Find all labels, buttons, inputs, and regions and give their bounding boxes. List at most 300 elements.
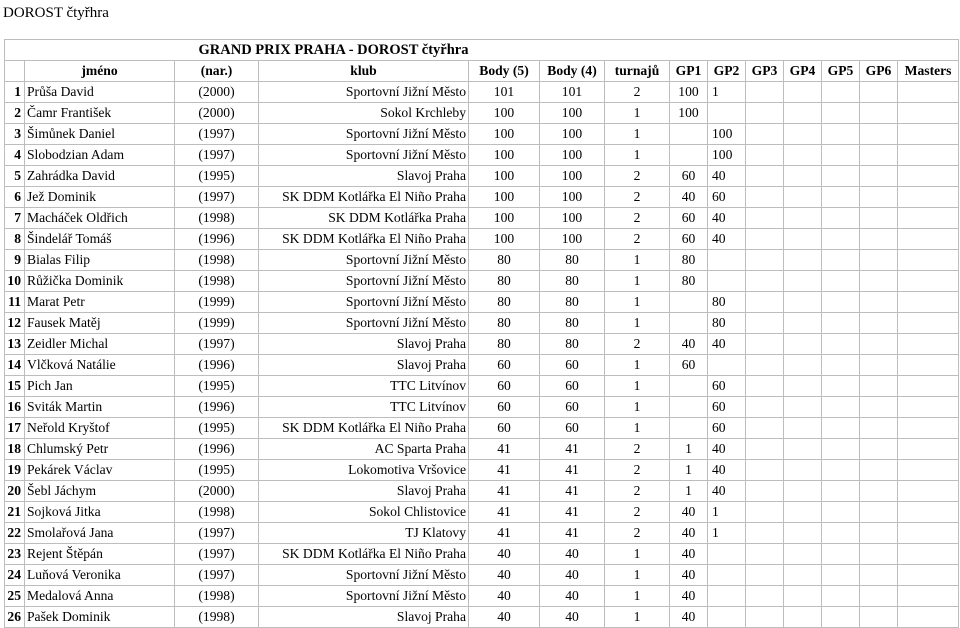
- gp6-cell: [860, 502, 898, 523]
- gp6-cell: [860, 208, 898, 229]
- club-cell: AC Sparta Praha: [259, 439, 469, 460]
- gp3-cell: [746, 376, 784, 397]
- gp5-cell: [822, 523, 860, 544]
- column-header: GP2: [708, 61, 746, 82]
- tournaments-cell: 2: [605, 229, 670, 250]
- club-cell: SK DDM Kotlářka El Niño Praha: [259, 187, 469, 208]
- points-5-cell: 80: [469, 271, 540, 292]
- rank-cell: 18: [5, 439, 25, 460]
- table-title-row: [5, 40, 959, 61]
- points-5-cell: 41: [469, 523, 540, 544]
- gp4-cell: [784, 124, 822, 145]
- gp4-cell: [784, 586, 822, 607]
- club-cell: Sportovní Jižní Město: [259, 250, 469, 271]
- masters-cell: [898, 208, 959, 229]
- name-cell: Rejent Štěpán: [25, 544, 175, 565]
- gp5-cell: [822, 145, 860, 166]
- column-header: GP4: [784, 61, 822, 82]
- gp1-cell: 80: [670, 271, 708, 292]
- gp3-cell: [746, 460, 784, 481]
- name-cell: Šebl Jáchym: [25, 481, 175, 502]
- rank-cell: 4: [5, 145, 25, 166]
- tournaments-cell: 1: [605, 355, 670, 376]
- birth-year-cell: (1996): [175, 229, 259, 250]
- tournaments-cell: 1: [605, 103, 670, 124]
- gp3-cell: [746, 229, 784, 250]
- name-cell: Pašek Dominik: [25, 607, 175, 628]
- points-5-cell: 40: [469, 586, 540, 607]
- club-cell: Sportovní Jižní Město: [259, 124, 469, 145]
- gp4-cell: [784, 292, 822, 313]
- masters-cell: [898, 166, 959, 187]
- gp3-cell: [746, 292, 784, 313]
- club-cell: TJ Klatovy: [259, 523, 469, 544]
- gp5-cell: [822, 334, 860, 355]
- gp4-cell: [784, 250, 822, 271]
- name-cell: Průša David: [25, 82, 175, 103]
- gp1-cell: 100: [670, 82, 708, 103]
- club-cell: SK DDM Kotlářka El Niño Praha: [259, 544, 469, 565]
- gp6-cell: [860, 544, 898, 565]
- name-cell: Marat Petr: [25, 292, 175, 313]
- points-5-cell: 80: [469, 250, 540, 271]
- gp3-cell: [746, 187, 784, 208]
- gp5-cell: [822, 565, 860, 586]
- gp5-cell: [822, 292, 860, 313]
- gp5-cell: [822, 586, 860, 607]
- masters-cell: [898, 313, 959, 334]
- club-cell: TTC Litvínov: [259, 397, 469, 418]
- gp3-cell: [746, 418, 784, 439]
- gp2-cell: 40: [708, 229, 746, 250]
- gp6-cell: [860, 565, 898, 586]
- points-4-cell: 40: [540, 544, 605, 565]
- rank-cell: 7: [5, 208, 25, 229]
- points-5-cell: 40: [469, 565, 540, 586]
- gp2-cell: 60: [708, 376, 746, 397]
- gp2-cell: 60: [708, 187, 746, 208]
- gp6-cell: [860, 103, 898, 124]
- points-4-cell: 60: [540, 397, 605, 418]
- tournaments-cell: 1: [605, 292, 670, 313]
- gp2-cell: 40: [708, 460, 746, 481]
- gp4-cell: [784, 460, 822, 481]
- name-cell: Vlčková Natálie: [25, 355, 175, 376]
- gp3-cell: [746, 586, 784, 607]
- gp5-cell: [822, 250, 860, 271]
- club-cell: Sokol Krchleby: [259, 103, 469, 124]
- points-4-cell: 60: [540, 376, 605, 397]
- birth-year-cell: (2000): [175, 82, 259, 103]
- column-header: GP5: [822, 61, 860, 82]
- birth-year-cell: (1999): [175, 292, 259, 313]
- birth-year-cell: (1995): [175, 460, 259, 481]
- gp5-cell: [822, 187, 860, 208]
- points-4-cell: 80: [540, 271, 605, 292]
- rank-cell: 21: [5, 502, 25, 523]
- gp1-cell: [670, 418, 708, 439]
- points-4-cell: 100: [540, 124, 605, 145]
- gp5-cell: [822, 460, 860, 481]
- table-row: [5, 334, 959, 355]
- rank-cell: 25: [5, 586, 25, 607]
- tournaments-cell: 2: [605, 166, 670, 187]
- gp5-cell: [822, 103, 860, 124]
- club-cell: Lokomotiva Vršovice: [259, 460, 469, 481]
- table-row: [5, 565, 959, 586]
- gp5-cell: [822, 376, 860, 397]
- gp5-cell: [822, 397, 860, 418]
- gp6-cell: [860, 271, 898, 292]
- table-row: [5, 481, 959, 502]
- rank-cell: 6: [5, 187, 25, 208]
- birth-year-cell: (1997): [175, 187, 259, 208]
- tournaments-cell: 1: [605, 124, 670, 145]
- birth-year-cell: (1998): [175, 502, 259, 523]
- masters-cell: [898, 502, 959, 523]
- gp3-cell: [746, 166, 784, 187]
- tournaments-cell: 2: [605, 439, 670, 460]
- masters-cell: [898, 544, 959, 565]
- masters-cell: [898, 418, 959, 439]
- gp2-cell: 60: [708, 397, 746, 418]
- points-5-cell: 80: [469, 313, 540, 334]
- gp1-cell: 60: [670, 355, 708, 376]
- masters-cell: [898, 82, 959, 103]
- points-4-cell: 40: [540, 586, 605, 607]
- masters-cell: [898, 355, 959, 376]
- points-4-cell: 40: [540, 607, 605, 628]
- gp4-cell: [784, 481, 822, 502]
- club-cell: Slavoj Praha: [259, 334, 469, 355]
- table-row: [5, 145, 959, 166]
- points-4-cell: 100: [540, 166, 605, 187]
- points-4-cell: 80: [540, 334, 605, 355]
- table-row: [5, 187, 959, 208]
- birth-year-cell: (1995): [175, 376, 259, 397]
- masters-cell: [898, 439, 959, 460]
- rank-cell: 1: [5, 82, 25, 103]
- club-cell: Slavoj Praha: [259, 355, 469, 376]
- gp6-cell: [860, 481, 898, 502]
- gp6-cell: [860, 586, 898, 607]
- gp4-cell: [784, 103, 822, 124]
- gp5-cell: [822, 166, 860, 187]
- gp5-cell: [822, 607, 860, 628]
- points-5-cell: 41: [469, 481, 540, 502]
- birth-year-cell: (1997): [175, 544, 259, 565]
- gp2-cell: [708, 544, 746, 565]
- gp1-cell: [670, 376, 708, 397]
- gp4-cell: [784, 187, 822, 208]
- gp6-cell: [860, 82, 898, 103]
- gp1-cell: 40: [670, 502, 708, 523]
- masters-cell: [898, 586, 959, 607]
- column-header: GP6: [860, 61, 898, 82]
- gp3-cell: [746, 124, 784, 145]
- club-cell: Sportovní Jižní Město: [259, 586, 469, 607]
- masters-cell: [898, 565, 959, 586]
- gp5-cell: [822, 82, 860, 103]
- table-row: [5, 460, 959, 481]
- gp6-cell: [860, 376, 898, 397]
- gp2-cell: 1: [708, 82, 746, 103]
- birth-year-cell: (1995): [175, 166, 259, 187]
- points-5-cell: 100: [469, 103, 540, 124]
- masters-cell: [898, 481, 959, 502]
- points-5-cell: 40: [469, 607, 540, 628]
- gp3-cell: [746, 208, 784, 229]
- gp2-cell: [708, 250, 746, 271]
- gp3-cell: [746, 355, 784, 376]
- table-title: GRAND PRIX PRAHA - DOROST čtyřhra: [5, 40, 469, 61]
- gp3-cell: [746, 271, 784, 292]
- gp1-cell: [670, 292, 708, 313]
- column-header: [5, 61, 25, 82]
- tournaments-cell: 1: [605, 271, 670, 292]
- gp2-cell: 60: [708, 418, 746, 439]
- birth-year-cell: (1998): [175, 250, 259, 271]
- gp4-cell: [784, 376, 822, 397]
- gp1-cell: [670, 145, 708, 166]
- gp1-cell: 1: [670, 439, 708, 460]
- gp2-cell: 40: [708, 166, 746, 187]
- points-5-cell: 100: [469, 208, 540, 229]
- table-row: [5, 313, 959, 334]
- gp2-cell: 40: [708, 334, 746, 355]
- masters-cell: [898, 124, 959, 145]
- club-cell: Sportovní Jižní Město: [259, 313, 469, 334]
- column-header: Masters: [898, 61, 959, 82]
- table-row: [5, 271, 959, 292]
- name-cell: Sojková Jitka: [25, 502, 175, 523]
- tournaments-cell: 1: [605, 544, 670, 565]
- table-row: [5, 124, 959, 145]
- gp4-cell: [784, 607, 822, 628]
- points-4-cell: 41: [540, 481, 605, 502]
- club-cell: Sokol Chlistovice: [259, 502, 469, 523]
- masters-cell: [898, 271, 959, 292]
- gp6-cell: [860, 292, 898, 313]
- gp5-cell: [822, 544, 860, 565]
- column-header: klub: [259, 61, 469, 82]
- tournaments-cell: 1: [605, 397, 670, 418]
- points-4-cell: 41: [540, 460, 605, 481]
- birth-year-cell: (1997): [175, 565, 259, 586]
- tournaments-cell: 1: [605, 376, 670, 397]
- birth-year-cell: (1996): [175, 355, 259, 376]
- gp6-cell: [860, 313, 898, 334]
- masters-cell: [898, 250, 959, 271]
- results-table: [4, 39, 959, 628]
- gp6-cell: [860, 418, 898, 439]
- gp1-cell: 40: [670, 607, 708, 628]
- points-4-cell: 60: [540, 418, 605, 439]
- club-cell: Sportovní Jižní Město: [259, 82, 469, 103]
- gp4-cell: [784, 418, 822, 439]
- gp2-cell: [708, 607, 746, 628]
- masters-cell: [898, 523, 959, 544]
- gp4-cell: [784, 229, 822, 250]
- rank-cell: 17: [5, 418, 25, 439]
- points-5-cell: 40: [469, 544, 540, 565]
- rank-cell: 11: [5, 292, 25, 313]
- tournaments-cell: 1: [605, 418, 670, 439]
- header-row: [5, 61, 959, 82]
- table-row: [5, 523, 959, 544]
- masters-cell: [898, 460, 959, 481]
- birth-year-cell: (1996): [175, 397, 259, 418]
- gp5-cell: [822, 439, 860, 460]
- name-cell: Šimůnek Daniel: [25, 124, 175, 145]
- birth-year-cell: (1995): [175, 418, 259, 439]
- name-cell: Slobodzian Adam: [25, 145, 175, 166]
- rank-cell: 26: [5, 607, 25, 628]
- rank-cell: 14: [5, 355, 25, 376]
- club-cell: SK DDM Kotlářka El Niño Praha: [259, 418, 469, 439]
- tournaments-cell: 2: [605, 208, 670, 229]
- gp1-cell: 60: [670, 166, 708, 187]
- points-5-cell: 100: [469, 145, 540, 166]
- column-header: GP1: [670, 61, 708, 82]
- points-4-cell: 41: [540, 523, 605, 544]
- gp3-cell: [746, 313, 784, 334]
- table-row: [5, 103, 959, 124]
- club-cell: Slavoj Praha: [259, 166, 469, 187]
- gp4-cell: [784, 166, 822, 187]
- gp5-cell: [822, 418, 860, 439]
- masters-cell: [898, 607, 959, 628]
- column-header: jméno: [25, 61, 175, 82]
- table-row: [5, 229, 959, 250]
- birth-year-cell: (1996): [175, 439, 259, 460]
- points-5-cell: 80: [469, 334, 540, 355]
- masters-cell: [898, 397, 959, 418]
- table-row: [5, 166, 959, 187]
- gp5-cell: [822, 208, 860, 229]
- name-cell: Zeidler Michal: [25, 334, 175, 355]
- gp6-cell: [860, 250, 898, 271]
- points-5-cell: 80: [469, 292, 540, 313]
- name-cell: Luňová Veronika: [25, 565, 175, 586]
- points-5-cell: 41: [469, 460, 540, 481]
- gp1-cell: 1: [670, 481, 708, 502]
- tournaments-cell: 2: [605, 523, 670, 544]
- gp4-cell: [784, 544, 822, 565]
- rank-cell: 10: [5, 271, 25, 292]
- points-5-cell: 60: [469, 397, 540, 418]
- table-row: [5, 586, 959, 607]
- gp3-cell: [746, 145, 784, 166]
- points-5-cell: 100: [469, 124, 540, 145]
- gp2-cell: 40: [708, 481, 746, 502]
- gp3-cell: [746, 481, 784, 502]
- rank-cell: 15: [5, 376, 25, 397]
- rank-cell: 19: [5, 460, 25, 481]
- column-header: (nar.): [175, 61, 259, 82]
- table-row: [5, 397, 959, 418]
- name-cell: Neřold Kryštof: [25, 418, 175, 439]
- points-4-cell: 101: [540, 82, 605, 103]
- name-cell: Šindelář Tomáš: [25, 229, 175, 250]
- points-4-cell: 100: [540, 208, 605, 229]
- gp3-cell: [746, 250, 784, 271]
- points-4-cell: 41: [540, 502, 605, 523]
- gp6-cell: [860, 439, 898, 460]
- gp3-cell: [746, 565, 784, 586]
- club-cell: Slavoj Praha: [259, 607, 469, 628]
- tournaments-cell: 2: [605, 187, 670, 208]
- gp3-cell: [746, 523, 784, 544]
- gp1-cell: 40: [670, 187, 708, 208]
- masters-cell: [898, 229, 959, 250]
- gp6-cell: [860, 187, 898, 208]
- table-row: [5, 376, 959, 397]
- points-4-cell: 80: [540, 250, 605, 271]
- birth-year-cell: (1998): [175, 271, 259, 292]
- club-cell: Sportovní Jižní Město: [259, 565, 469, 586]
- gp2-cell: 100: [708, 124, 746, 145]
- rank-cell: 16: [5, 397, 25, 418]
- points-5-cell: 100: [469, 229, 540, 250]
- birth-year-cell: (1997): [175, 145, 259, 166]
- gp4-cell: [784, 208, 822, 229]
- club-cell: SK DDM Kotlářka Praha: [259, 208, 469, 229]
- gp3-cell: [746, 82, 784, 103]
- gp4-cell: [784, 523, 822, 544]
- gp6-cell: [860, 166, 898, 187]
- gp5-cell: [822, 355, 860, 376]
- gp3-cell: [746, 502, 784, 523]
- gp1-cell: 40: [670, 565, 708, 586]
- points-5-cell: 60: [469, 418, 540, 439]
- gp4-cell: [784, 502, 822, 523]
- gp1-cell: 100: [670, 103, 708, 124]
- rank-cell: 3: [5, 124, 25, 145]
- gp3-cell: [746, 439, 784, 460]
- masters-cell: [898, 103, 959, 124]
- gp6-cell: [860, 229, 898, 250]
- name-cell: Fausek Matěj: [25, 313, 175, 334]
- rank-cell: 22: [5, 523, 25, 544]
- gp6-cell: [860, 607, 898, 628]
- name-cell: Jež Dominik: [25, 187, 175, 208]
- gp6-cell: [860, 397, 898, 418]
- points-5-cell: 100: [469, 187, 540, 208]
- gp2-cell: [708, 355, 746, 376]
- gp6-cell: [860, 124, 898, 145]
- table-row: [5, 544, 959, 565]
- rank-cell: 24: [5, 565, 25, 586]
- gp4-cell: [784, 565, 822, 586]
- table-row: [5, 355, 959, 376]
- gp6-cell: [860, 334, 898, 355]
- gp3-cell: [746, 103, 784, 124]
- gp5-cell: [822, 271, 860, 292]
- points-4-cell: 40: [540, 565, 605, 586]
- tournaments-cell: 1: [605, 250, 670, 271]
- club-cell: Sportovní Jižní Město: [259, 271, 469, 292]
- tournaments-cell: 2: [605, 481, 670, 502]
- gp4-cell: [784, 397, 822, 418]
- rank-cell: 12: [5, 313, 25, 334]
- gp1-cell: 80: [670, 250, 708, 271]
- rank-cell: 8: [5, 229, 25, 250]
- results-table-container: [4, 39, 958, 628]
- points-4-cell: 80: [540, 292, 605, 313]
- tournaments-cell: 2: [605, 82, 670, 103]
- tournaments-cell: 1: [605, 607, 670, 628]
